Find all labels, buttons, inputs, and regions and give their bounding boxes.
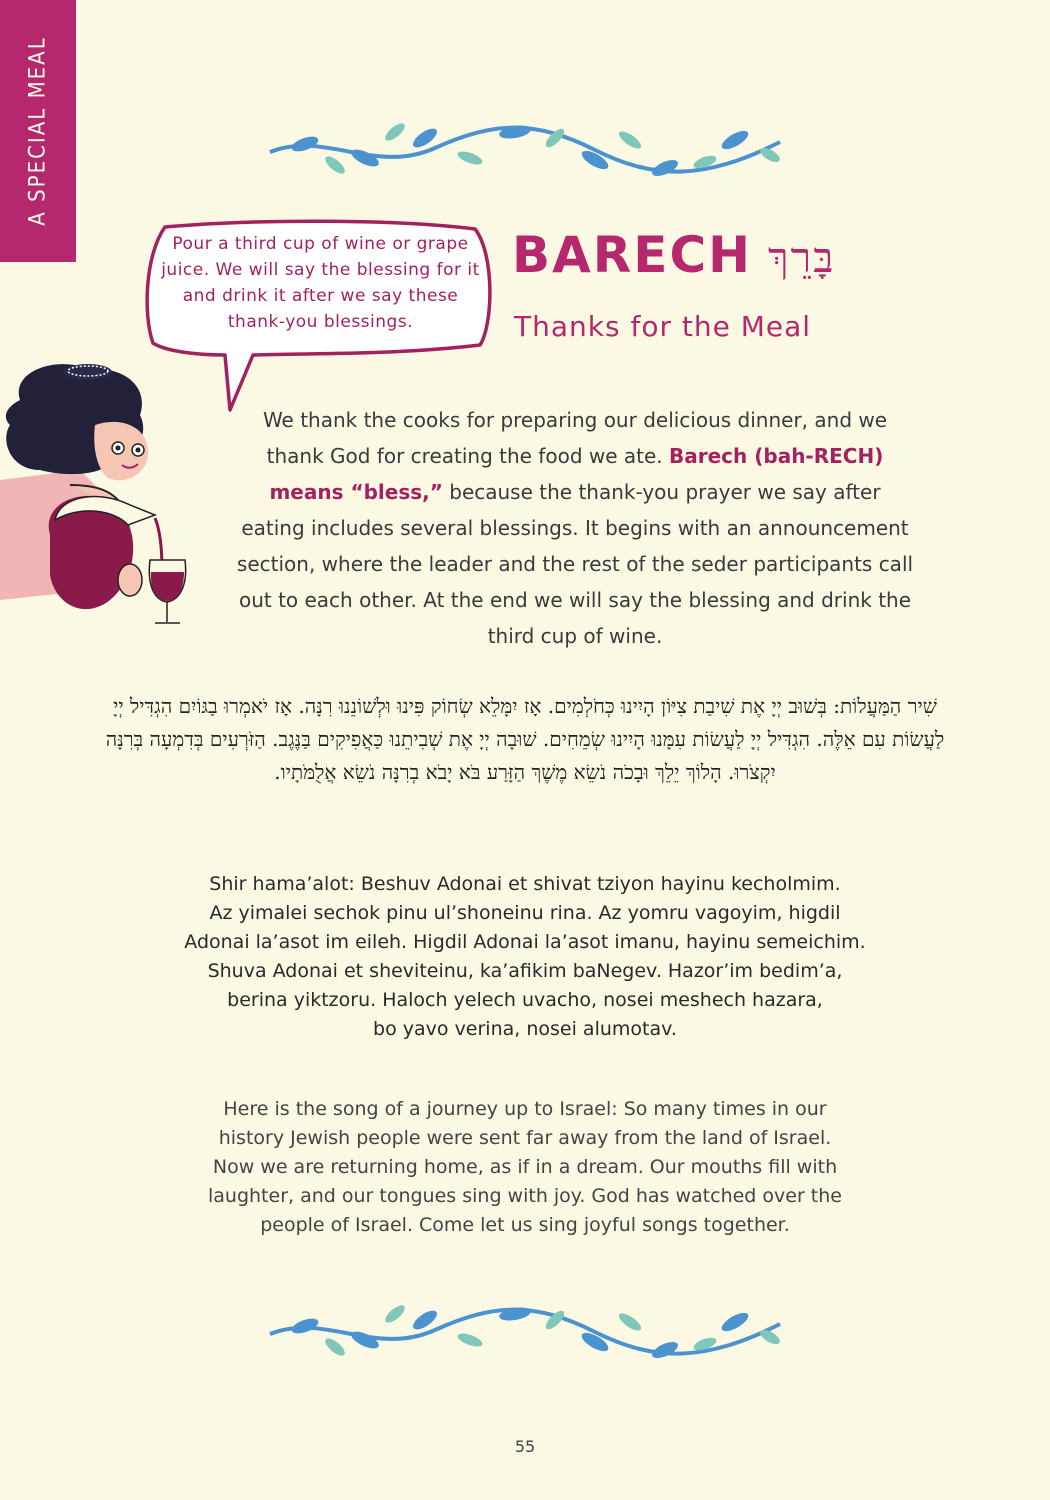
vine-ornament-bottom-icon xyxy=(265,1292,785,1372)
section-tab-label: A SPECIAL MEAL xyxy=(25,36,51,226)
intro-text-after: because the thank-you prayer we say after eating includes several blessings. It begins with an announcement section, where the leader and the rest of the seder participants call out to each other. At the end we will say the blessing and drink the third cup of wine. xyxy=(236,480,914,648)
transliteration-line: berina yiktzoru. Haloch yelech uvacho, nosei meshech hazara, xyxy=(227,989,823,1011)
page-title-english: BARECH xyxy=(512,226,753,284)
summary-line: Now we are returning home, as if in a dream. Our mouths fill with xyxy=(212,1156,838,1178)
transliteration-line: bo yavo verina, nosei alumotav. xyxy=(373,1018,677,1040)
bubble-line: juice. We will say the blessing for it xyxy=(161,260,480,280)
summary-line: people of Israel. Come let us sing joyful songs together. xyxy=(260,1214,790,1236)
summary-line: laughter, and our tongues sing with joy. God has watched over the xyxy=(207,1185,842,1207)
transliteration-line: Az yimalei sechok pinu ul’shoneinu rina. Az yomru vagoyim, higdil xyxy=(209,902,841,924)
summary-line: history Jewish people were sent far away from the land of Israel. xyxy=(218,1127,832,1149)
section-tab xyxy=(0,0,76,262)
transliteration-line: Shuva Adonai et sheviteinu, ka’afikim baNegev. Hazor’im bedim’a, xyxy=(207,960,843,982)
summary-line: Here is the song of a journey up to Israel: So many times in our xyxy=(223,1098,827,1120)
speech-bubble-text xyxy=(153,231,488,335)
page-title-hebrew: בָּרֵךְ xyxy=(768,233,836,282)
hebrew-psalm-text: שִׁיר הַמַּעֲלוֹת: בְּשׁוּב יְיָ אֶת שִׁיבַת צִיּוֹן הָיִינוּ כְּחֹלְמִים. אָז יִמָּלֵא שְׂחוֹק פִּינוּ וּלְשׁוֹנֵנוּ רִנָּה. אָז יֹאמְרוּ בַגּוֹיִם הִגְדִּיל יְיָ לַעֲשׂוֹת עִם אֵלֶּה. הִגְדִּיל יְיָ לַעֲשׂוֹת עִמָּנוּ הָיִינוּ שְׂמֵחִים. שׁוּבָה יְיָ אֶת שְׁבִיתֵנוּ כַּאֲפִיקִים בַּנֶּגֶב. הַזֹּרְעִים בְּדִמְעָה בְּרִנָּה יִקְצֹרוּ. הָלוֹךְ יֵלֵךְ וּבָכֹה נֹשֵׂא מֶשֶׁךְ הַזָּרַע בֹּא יָבֹא בְרִנָּה נֹשֵׂא אֲלֻמֹּתָיו. xyxy=(105,694,945,784)
transliteration-line: Adonai la’asot im eileh. Higdil Adonai la’asot imanu, hayinu semeichim. xyxy=(184,931,866,953)
bubble-line: Pour a third cup of wine or grape xyxy=(172,234,469,254)
intro-text-before: We thank the cooks for preparing our delicious dinner, and we thank God for creating the food we ate. xyxy=(262,408,888,468)
vine-ornament-top-icon xyxy=(265,110,785,190)
transliteration-line: Shir hama’alot: Beshuv Adonai et shivat tziyon hayinu kecholmim. xyxy=(209,873,841,895)
intro-bold-definition: Barech (bah-RECH) means “bless,” xyxy=(269,444,884,504)
bubble-line: and drink it after we say these xyxy=(182,286,459,306)
transliteration-block xyxy=(135,870,915,1044)
bubble-line: thank-you blessings. xyxy=(227,312,414,332)
page-subtitle: Thanks for the Meal xyxy=(514,310,812,343)
english-summary xyxy=(160,1095,890,1240)
page-title xyxy=(512,226,836,284)
page-number: 55 xyxy=(514,1437,536,1456)
girl-pouring-wine-illustration xyxy=(0,360,215,630)
intro-paragraph xyxy=(235,402,915,654)
